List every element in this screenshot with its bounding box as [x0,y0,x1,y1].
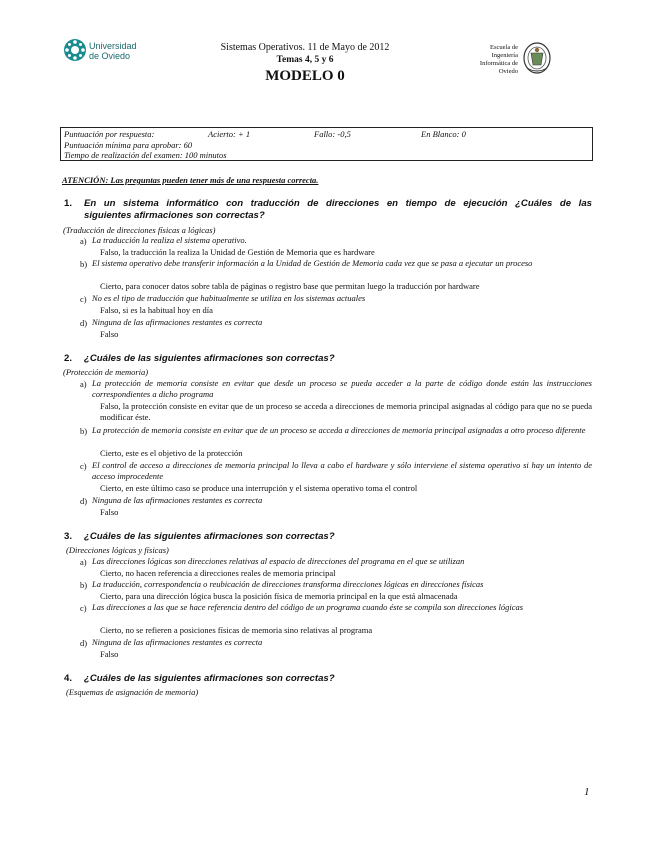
option-letter: c) [80,603,87,613]
university-name-line2: de Oviedo [89,51,131,61]
university-name-line1: Universidad [89,41,137,51]
school-line: Informática de [479,60,518,67]
exam-header [180,42,430,85]
question-4-topic: (Esquemas de asignación de memoria) [66,687,199,697]
option-letter: a) [80,557,87,567]
university-emblem-icon [63,38,87,64]
option-answer: Falso, la protección consiste en evitar que de un proceso se acceda a direcciones de memoria principal asignadas al código para que no se pueda modificar éste. [100,401,592,422]
option-letter: b) [80,426,88,436]
topics-line: Temas 4, 5 y 6 [276,55,334,65]
question-title-line: ¿Cuáles de las siguientes afirmaciones son correctas? [84,353,335,364]
school-line: Ingeniería [491,52,518,59]
option-answer: Cierto, en este último caso se produce una interrupción y el sistema operativo toma el control [100,483,418,493]
scoring-wrong: Fallo: -0,5 [314,129,351,139]
attention-notice: ATENCIÓN: Las preguntas pueden tener más de una respuesta correcta. [62,175,319,185]
question-3-title [64,531,592,543]
question-title-line: ¿Cuáles de las siguientes afirmaciones son correctas? [84,531,335,542]
question-1-title [64,198,592,221]
option-text: Ninguna de las afirmaciones restantes es correcta [92,637,263,647]
scoring-per-answer-label: Puntuación por respuesta: [64,129,155,139]
option-text: El sistema operativo debe transferir información a la Unidad de Gestión de Memoria cada vez que se pasa a ejecutar un proceso [92,258,533,268]
school-name [470,44,518,76]
question-2-topic: (Protección de memoria) [63,367,149,377]
option-letter: d) [80,318,88,328]
question-2-title [64,353,592,365]
option-answer: Cierto, para una dirección lógica busca la posición física de memoria principal en la que está almacenada [100,591,458,601]
school-seal-icon [522,41,552,75]
option-letter: d) [80,638,88,648]
option-answer: Cierto, no hacen referencia a direcciones reales de memoria principal [100,568,336,578]
scoring-blank: En Blanco: 0 [421,129,466,139]
option-letter: b) [80,580,88,590]
option-answer: Cierto, para conocer datos sobre tabla de páginas o registro base que permitan luego la traducción por hardware [100,281,480,291]
scoring-box [60,127,593,161]
question-title-line: siguientes afirmaciones son correctas? [84,209,265,221]
option-text: Las direcciones a las que se hace referencia dentro del código de un programa cuando éste se compila son direcciones lógicas [92,602,524,612]
option-letter: a) [80,379,87,389]
scoring-min-score: Puntuación mínima para aprobar: 60 [64,140,193,150]
option-letter: b) [80,259,88,269]
option-letter: d) [80,496,88,506]
scoring-correct: Acierto: + 1 [208,129,251,139]
question-3-topic: (Direcciones lógicas y físicas) [66,545,169,555]
option-text: Ninguna de las afirmaciones restantes es correcta [92,495,263,505]
question-number: 1. [64,198,73,209]
option-letter: c) [80,461,87,471]
question-title-line: ¿Cuáles de las siguientes afirmaciones son correctas? [84,673,335,684]
option-text: La traducción, correspondencia o reubicación de direcciones transforma direcciones lógicas en direcciones físicas [92,579,484,589]
option-text: La protección de memoria consiste en evitar que desde un proceso se pueda acceder a la parte de código donde están las instrucciones correspondientes a dicho programa [92,378,592,399]
option-answer: Falso [100,649,119,659]
question-1-topic: (Traducción de direcciones físicas a lógicas) [63,225,216,235]
option-letter: a) [80,236,87,246]
scoring-time: Tiempo de realización del examen: 100 minutos [64,150,227,160]
option-text: No es el tipo de traducción que habitualmente se utiliza en los sistemas actuales [92,293,366,303]
option-answer: Falso, si es la habitual hoy en día [100,305,213,315]
option-text: Ninguna de las afirmaciones restantes es correcta [92,317,263,327]
model-title: MODELO 0 [265,68,345,84]
option-text: La protección de memoria consiste en evitar que de un proceso se acceda a direcciones de memoria principal asignadas a otro proceso diferente [92,425,586,435]
course-line: Sistemas Operativos. 11 de Mayo de 2012 [220,42,390,53]
school-line: Escuela de [490,44,518,51]
option-answer: Cierto, no se refieren a posiciones físicas de memoria sino relativas al programa [100,625,373,635]
option-answer: Falso [100,329,119,339]
question-title-line: En un sistema informático con traducción de direcciones en tiempo de ejecución ¿Cuáles de las [84,198,592,209]
option-text: El control de acceso a direcciones de memoria principal lo lleva a cabo el hardware y sólo interviene el sistema operativo si hay un intento de acceso improcedente [92,460,592,481]
school-line: Oviedo [498,68,518,75]
question-number: 2. [64,353,73,364]
option-text: La traducción la realiza el sistema operativo. [92,235,247,245]
question-4-title [64,673,592,685]
page-number: 1 [584,786,590,798]
question-number: 4. [64,673,73,684]
question-number: 3. [64,531,73,542]
option-answer: Cierto, este es el objetivo de la protección [100,448,243,458]
option-text: Las direcciones lógicas son direcciones relativas al espacio de direcciones del programa en el que se utilizan [92,556,465,566]
option-letter: c) [80,294,87,304]
option-answer: Falso, la traducción la realiza la Unidad de Gestión de Memoria que es hardware [100,247,375,257]
option-answer: Falso [100,507,119,517]
